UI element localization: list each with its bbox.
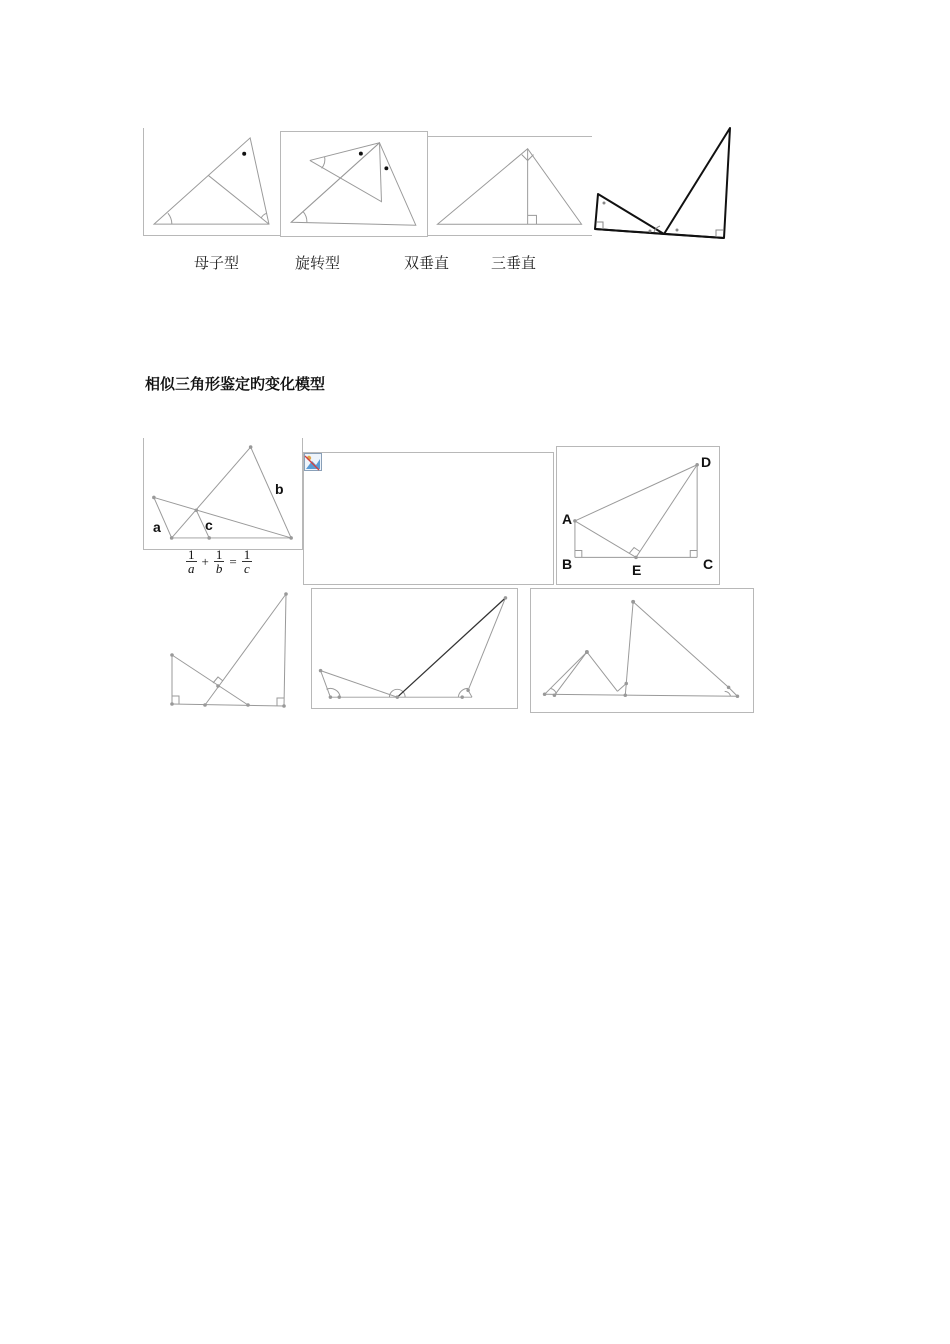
label-A: A	[562, 511, 573, 527]
triple-perpendicular-diagram	[592, 124, 732, 242]
perpendicular-feet-diagram	[160, 588, 295, 712]
fraction-1-over-c: $\frac{1}{c}$	[243, 547, 251, 576]
figure-one-line-three-angles	[311, 588, 518, 709]
one-line-three-angles-diagram	[312, 589, 517, 708]
label-E: E	[632, 562, 642, 578]
label-D: D	[701, 454, 712, 470]
label-B: B	[562, 556, 573, 572]
figure-double-triangles	[530, 588, 754, 713]
label-b: b	[275, 481, 284, 497]
label-C: C	[703, 556, 714, 572]
double-triangles-diagram	[531, 589, 753, 712]
section-heading: 相似三角形鉴定旳变化模型	[145, 375, 326, 393]
equals-sign: =	[229, 553, 237, 569]
rotation-diagram	[281, 132, 427, 236]
caption-mother-child: 母子型	[194, 254, 240, 272]
broken-image-icon	[304, 453, 322, 471]
figure-mother-child	[143, 128, 280, 236]
figure-rotation	[280, 131, 428, 237]
figure-double-perpendicular	[428, 136, 592, 236]
caption-double-perpendicular: 双垂直	[404, 254, 450, 272]
harmonic-formula	[186, 548, 252, 575]
label-c: c	[205, 517, 213, 533]
label-a: a	[153, 519, 161, 535]
caption-rotation: 旋转型	[295, 254, 341, 272]
figure-triple-perpendicular	[592, 124, 732, 242]
figure-perpendicular-feet	[160, 588, 295, 712]
plus-sign: +	[201, 553, 209, 569]
double-perpendicular-diagram	[428, 137, 592, 235]
fraction-1-over-b: $\frac{1}{b}$	[215, 547, 223, 576]
mother-child-diagram	[144, 128, 280, 235]
fraction-1-over-a: $\frac{1}{a}$	[188, 547, 195, 576]
caption-triple-perpendicular: 三垂直	[491, 254, 537, 272]
broken-image-frame	[303, 452, 554, 585]
